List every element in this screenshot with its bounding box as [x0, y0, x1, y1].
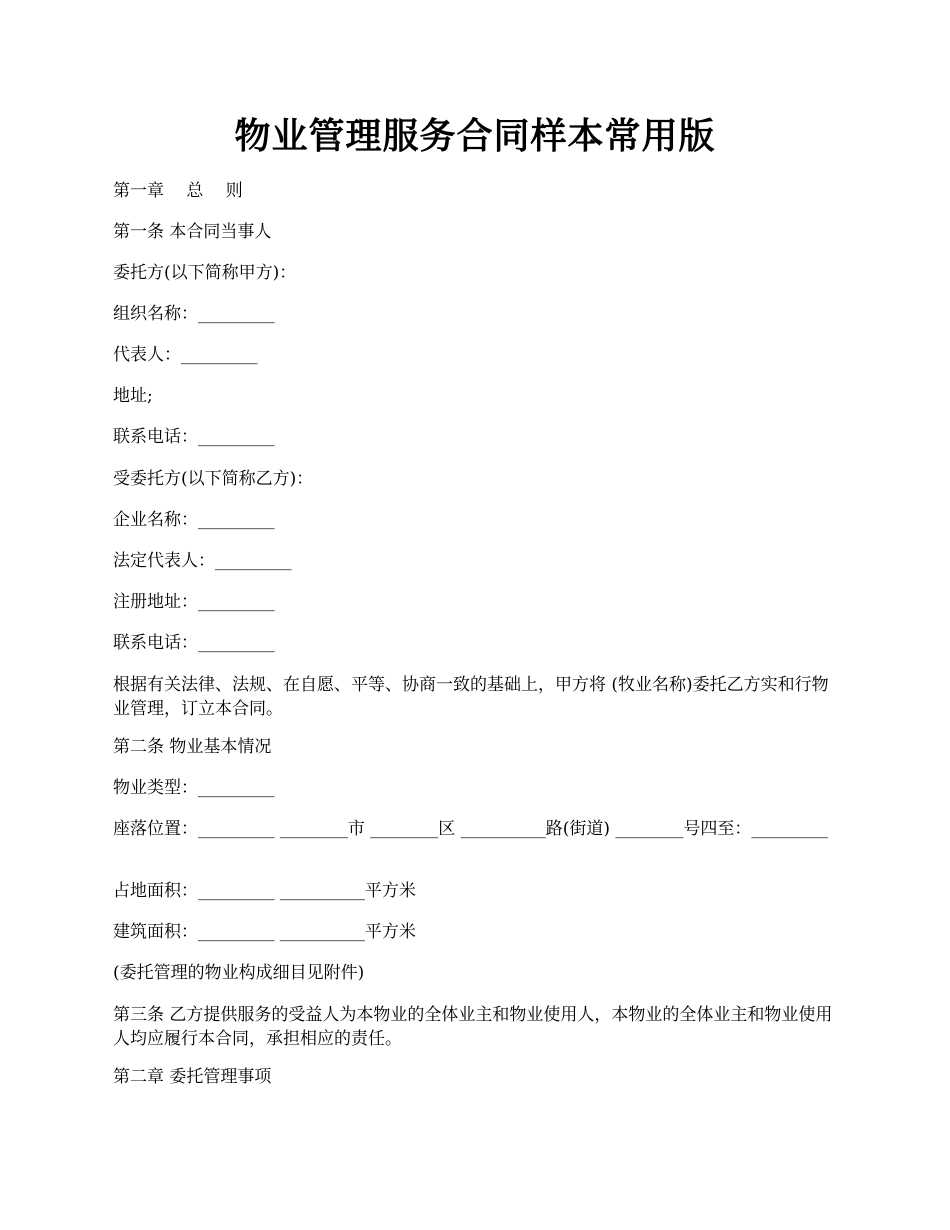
party-a-address-field: 地址;: [113, 386, 153, 406]
party-a-phone-field: 联系电话：_________: [113, 427, 275, 447]
building-area-field: 建筑面积：_________ __________平方米: [113, 922, 416, 942]
party-b-company-field: 企业名称：_________: [113, 510, 275, 530]
article-three-paragraph: 第三条 乙方提供服务的受益人为本物业的全体业主和物业使用人，本物业的全体业主和物业使用人均应履行本合同，承担相应的责任。: [113, 1005, 833, 1049]
land-area-field: 占地面积：_________ __________平方米: [113, 881, 416, 901]
party-a-organization-field: 组织名称：_________: [113, 304, 275, 324]
article-one-heading: 第一条 本合同当事人: [113, 222, 272, 242]
appendix-note: (委托管理的物业构成细目见附件): [113, 963, 365, 983]
chapter-one-heading: 第一章 总 则: [113, 181, 243, 201]
article-two-heading: 第二条 物业基本情况: [113, 737, 272, 757]
party-b-phone-field: 联系电话：_________: [113, 633, 275, 653]
party-b-legal-rep-field: 法定代表人：_________: [113, 551, 292, 571]
agreement-basis-paragraph: 根据有关法律、法规、在自愿、平等、协商一致的基础上，甲方将 (牧业名称)委托乙方实和行物业管理，订立本合同。: [113, 675, 829, 719]
document-title: 物业管理服务合同样本常用版: [234, 115, 716, 157]
party-a-representative-field: 代表人：_________: [113, 345, 258, 365]
party-b-address-field: 注册地址：_________: [113, 592, 275, 612]
chapter-two-heading: 第二章 委托管理事项: [113, 1067, 272, 1087]
property-type-field: 物业类型：_________: [113, 778, 275, 798]
party-b-label: 受委托方(以下简称乙方)：: [113, 469, 314, 489]
party-a-label: 委托方(以下简称甲方)：: [113, 263, 297, 283]
property-location-field: 座落位置：_________ ________市 ________区 __________路(街道) ________号四至：_________: [113, 819, 828, 839]
